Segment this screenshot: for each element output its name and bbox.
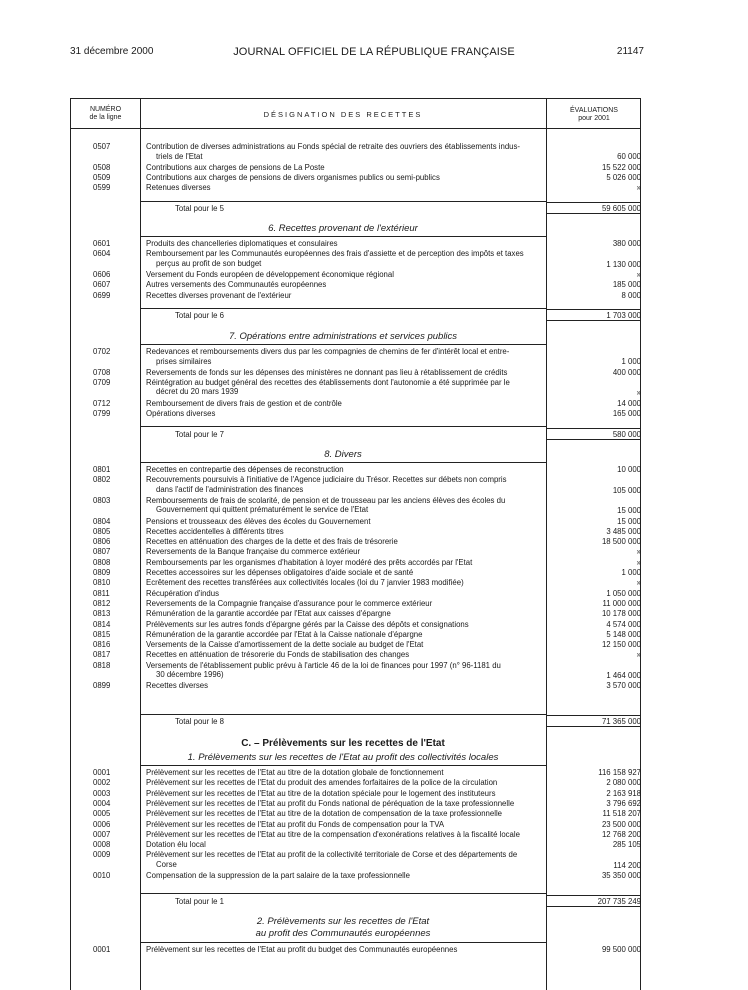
- line-number: 0606: [93, 269, 111, 279]
- line-evaluation: 18 500 000: [601, 537, 641, 547]
- section-title: 8. Divers: [324, 449, 362, 460]
- line-designation: [146, 630, 540, 640]
- section-rule: [140, 714, 546, 715]
- line-number: 0813: [93, 609, 111, 619]
- designation-text: Prélèvement sur les recettes de l'Etat au titre de la dotation spéciale pour le logement des instituteurs: [146, 788, 496, 798]
- designation-text-continued: Gouvernement qui quittent prématurément le service de l'Etat: [156, 505, 369, 515]
- line-number: 0702: [93, 347, 111, 356]
- total-value: 71 365 000: [601, 717, 641, 726]
- page-date: 31 décembre 2000: [70, 46, 154, 57]
- line-evaluation: 5 026 000: [606, 172, 641, 182]
- total-value: 207 735 249: [597, 897, 641, 906]
- line-evaluation: 15 522 000: [601, 162, 641, 172]
- designation-text-continued: Corse: [156, 859, 177, 869]
- line-designation: [146, 517, 540, 527]
- designation-text: Prélèvement sur les recettes de l'Etat au profit du budget des Communautés européennes: [146, 945, 458, 954]
- designation-text: Prélèvement sur les recettes de l'Etat au profit du Fonds de compensation pour la TVA: [146, 819, 445, 829]
- line-evaluation: »: [636, 183, 641, 193]
- line-designation: [146, 799, 540, 809]
- line-evaluation: 15 000: [617, 516, 641, 526]
- total-box: [546, 202, 640, 214]
- line-designation: [146, 239, 540, 249]
- line-evaluation: 116 158 927: [598, 768, 641, 777]
- section-rule: [140, 344, 546, 345]
- line-designation: [146, 589, 540, 599]
- line-number: 0008: [93, 840, 111, 850]
- line-designation: [146, 599, 540, 609]
- designation-text: Contributions aux charges de pensions de divers organismes publics ou semi-publics: [146, 172, 440, 182]
- designation-text: Opérations diverses: [146, 408, 216, 418]
- line-designation: [146, 378, 540, 397]
- line-number: 0003: [93, 788, 111, 798]
- section-title: C. – Prélèvements sur les recettes de l'Etat: [241, 738, 445, 749]
- section-rule: [140, 942, 546, 943]
- designation-text: Remboursement de divers frais de gestion et de contrôle: [146, 398, 342, 408]
- line-evaluation: 2 163 918: [606, 788, 641, 798]
- designation-text: Prélèvement sur les recettes de l'Etat au titre de la compensation d'exonérations relatives à la fiscalité locale: [146, 829, 520, 839]
- line-number: 0507: [93, 142, 111, 151]
- column-header-designation: DÉSIGNATION DES RECETTES: [263, 110, 423, 119]
- line-evaluation: 11 518 207: [602, 809, 641, 819]
- designation-text: Dotation élu local: [146, 840, 206, 850]
- line-evaluation: 5 148 000: [606, 629, 641, 639]
- designation-text: Recouvrements poursuivis à l'initiative de l'Agence judiciaire du Trésor. Recettes sur débets non compris: [146, 475, 507, 485]
- designation-text: Rémunération de la garantie accordée par l'Etat aux caisses d'épargne: [146, 609, 391, 619]
- line-number: 0799: [93, 408, 111, 418]
- line-designation: [146, 609, 540, 619]
- section-title: 1. Prélèvements sur les recettes de l'Etat au profit des collectivités locales: [187, 752, 499, 763]
- line-number: 0607: [93, 280, 111, 290]
- line-number: 0699: [93, 290, 111, 300]
- designation-text: Reversements de la Compagnie française d'assurance pour le commerce extérieur: [146, 598, 433, 608]
- line-designation: [146, 347, 540, 366]
- designation-text: Prélèvement sur les recettes de l'Etat au profit du Fonds national de péréquation de la taxe professionnelle: [146, 798, 515, 808]
- line-designation: [146, 650, 540, 660]
- line-designation: [146, 830, 540, 840]
- line-evaluation: 15 000: [617, 506, 641, 516]
- line-designation: [146, 537, 540, 547]
- designation-text: Prélèvement sur les recettes de l'Etat au titre de la dotation globale de fonctionnement: [146, 768, 444, 777]
- line-evaluation: 4 574 000: [606, 619, 641, 629]
- line-number: 0811: [93, 588, 110, 598]
- line-number: 0002: [93, 778, 111, 788]
- designation-text-continued: dans l'actif de l'administration des finances: [156, 484, 304, 494]
- designation-text: Pensions et trousseaux des élèves des écoles du Gouvernement: [146, 516, 371, 526]
- line-number: 0509: [93, 172, 111, 182]
- line-number: 0810: [93, 578, 111, 588]
- designation-text: Autres versements des Communautés européennes: [146, 280, 327, 290]
- designation-text: Recettes accidentelles à différents titres: [146, 526, 284, 536]
- designation-text: Produits des chancelleries diplomatiques et consulaires: [146, 239, 338, 248]
- column-header-eval-line1: ÉVALUATIONS: [570, 107, 618, 114]
- line-number: 0805: [93, 526, 111, 536]
- line-evaluation: »: [636, 269, 641, 279]
- total-value: 580 000: [612, 430, 641, 439]
- line-designation: [146, 871, 540, 881]
- column-header-eval-line2: pour 2001: [578, 115, 610, 122]
- column-header-number-line2: de la ligne: [89, 114, 122, 121]
- line-designation: [146, 661, 540, 680]
- total-value: 59 605 000: [601, 204, 641, 213]
- designation-text: Rémunération de la garantie accordée par l'Etat à la Caisse nationale d'épargne: [146, 629, 423, 639]
- total-box: [546, 309, 640, 321]
- section-title: 2. Prélèvements sur les recettes de l'Etat: [256, 916, 430, 927]
- designation-text: Retenues diverses: [146, 183, 211, 193]
- total-label: Total pour le 5: [175, 204, 224, 213]
- column-header-number-line1: NUMÉRO: [89, 106, 122, 113]
- line-designation: [146, 173, 540, 183]
- line-number: 0818: [93, 660, 111, 670]
- line-designation: [146, 475, 540, 494]
- line-number: 0004: [93, 798, 111, 808]
- line-number: 0802: [93, 475, 111, 485]
- line-evaluation: 12 768 200: [601, 829, 641, 839]
- line-evaluation: 11 000 000: [602, 598, 641, 608]
- designation-text-continued: perçus au profit de son budget: [156, 258, 262, 268]
- line-number: 0816: [93, 640, 111, 650]
- line-designation: [146, 778, 540, 788]
- line-number: 0604: [93, 249, 111, 259]
- designation-text: Recettes accessoires sur les dépenses obligatoires d'aide sociale et de santé: [146, 568, 414, 577]
- designation-text: Prélèvements sur les autres fonds d'épargne gérés par la Caisse des dépôts et consignations: [146, 619, 469, 629]
- line-designation: [146, 527, 540, 537]
- line-evaluation: 3 485 000: [606, 526, 641, 536]
- total-box: [546, 895, 640, 907]
- line-evaluation: 14 000: [617, 398, 641, 408]
- line-evaluation: 1 000: [621, 568, 641, 577]
- designation-text: Versements de l'établissement public prévu à l'article 46 de la loi de finances pour 1997 (n° 96-1181 du: [146, 660, 501, 670]
- designation-text: Redevances et remboursements divers dus par les compagnies de chemins de fer d'intérêt local et entre-: [146, 347, 510, 356]
- line-designation: [146, 820, 540, 830]
- designation-text: Remboursements par les organismes d'habitation à loyer modéré des prêts accordés par l'Etat: [146, 557, 473, 567]
- line-designation: [146, 558, 540, 568]
- designation-text: Recettes en atténuation de trésorerie du Fonds de stabilisation des changes: [146, 650, 410, 660]
- line-number: 0801: [93, 465, 111, 474]
- line-evaluation: »: [636, 578, 641, 588]
- journal-title: JOURNAL OFFICIEL DE LA RÉPUBLIQUE FRANÇAISE: [233, 46, 515, 58]
- designation-text: Prélèvement sur les recettes de l'Etat au titre de la dotation de compensation de la taxe professionnelle: [146, 809, 503, 819]
- line-number: 0001: [93, 768, 111, 777]
- line-number: 0006: [93, 819, 111, 829]
- designation-text: Recettes diverses: [146, 681, 208, 691]
- line-number: 0009: [93, 850, 111, 860]
- line-number: 0804: [93, 516, 111, 526]
- line-designation: [146, 496, 540, 515]
- section-rule: [140, 893, 546, 894]
- line-evaluation: »: [636, 388, 641, 398]
- line-evaluation: »: [636, 557, 641, 567]
- line-designation: [146, 681, 540, 691]
- line-evaluation: 10 178 000: [601, 609, 641, 619]
- line-evaluation: 165 000: [612, 408, 641, 418]
- total-label: Total pour le 6: [175, 311, 224, 320]
- designation-text-continued: triels de l'Etat: [156, 151, 203, 161]
- line-designation: [146, 270, 540, 280]
- section-title: au profit des Communautés européennes: [255, 928, 431, 939]
- line-evaluation: 35 350 000: [601, 871, 641, 880]
- line-designation: [146, 850, 540, 869]
- designation-text: Reversements de fonds sur les dépenses des ministères ne donnant pas lieu à rétablissement de crédits: [146, 367, 508, 377]
- designation-text: Prélèvement sur les recettes de l'Etat au profit de la collectivité territoriale de Corse et des départements de: [146, 850, 518, 860]
- line-designation: [146, 809, 540, 819]
- line-designation: [146, 768, 540, 778]
- line-number: 0708: [93, 367, 111, 377]
- line-designation: [146, 163, 540, 173]
- line-designation: [146, 399, 540, 409]
- line-designation: [146, 409, 540, 419]
- line-evaluation: 1 130 000: [606, 259, 641, 269]
- designation-text: Recettes diverses provenant de l'extérieur: [146, 290, 292, 300]
- line-number: 0808: [93, 557, 111, 567]
- total-box: [546, 715, 640, 727]
- line-evaluation: 185 000: [612, 280, 641, 290]
- line-designation: [146, 640, 540, 650]
- line-designation: [146, 945, 540, 955]
- designation-text: Ecrêtement des recettes transférées aux collectivités locales (loi du 7 janvier 1983 modifiée): [146, 578, 464, 588]
- line-evaluation: 1 464 000: [606, 670, 641, 680]
- designation-text: Réintégration au budget général des recettes des établissements dont l'autonomie a été supprimée par le: [146, 377, 510, 387]
- line-evaluation: 3 796 692: [606, 798, 641, 808]
- line-number: 0007: [93, 829, 111, 839]
- designation-text: Reversements de la Banque française du commerce extérieur: [146, 547, 361, 557]
- section-rule: [140, 236, 546, 237]
- line-designation: [146, 789, 540, 799]
- line-designation: [146, 465, 540, 475]
- line-evaluation: 60 000: [617, 152, 641, 162]
- section-rule: [140, 201, 546, 202]
- line-designation: [146, 142, 540, 161]
- line-designation: [146, 249, 540, 268]
- line-evaluation: »: [636, 650, 641, 660]
- line-number: 0709: [93, 377, 111, 387]
- total-label: Total pour le 8: [175, 717, 224, 726]
- line-designation: [146, 568, 540, 578]
- line-number: 0806: [93, 537, 111, 547]
- section-rule: [140, 765, 546, 766]
- total-label: Total pour le 7: [175, 430, 224, 439]
- designation-text-continued: 30 décembre 1996): [156, 670, 224, 680]
- line-number: 0807: [93, 547, 111, 557]
- line-evaluation: 105 000: [612, 485, 641, 495]
- line-number: 0809: [93, 568, 111, 577]
- section-title: 7. Opérations entre administrations et services publics: [228, 331, 458, 342]
- section-rule: [140, 462, 546, 463]
- line-number: 0815: [93, 629, 111, 639]
- line-evaluation: 10 000: [617, 465, 641, 474]
- line-number: 0712: [93, 398, 111, 408]
- line-designation: [146, 183, 540, 193]
- line-designation: [146, 620, 540, 630]
- designation-text: Contributions aux charges de pensions de La Poste: [146, 162, 325, 172]
- line-evaluation: 23 500 000: [601, 819, 641, 829]
- designation-text: Compensation de la suppression de la part salaire de la taxe professionnelle: [146, 871, 410, 880]
- section-rule: [140, 426, 546, 427]
- line-evaluation: 99 500 000: [601, 945, 641, 954]
- designation-text: Contribution de diverses administrations au Fonds spécial de retraite des ouvriers des établissements indus-: [146, 142, 521, 151]
- line-evaluation: 3 570 000: [606, 681, 641, 691]
- line-evaluation: 380 000: [612, 239, 641, 248]
- designation-text: Remboursement par les Communautés européennes des frais d'assiette et de perception des impôts et taxes: [146, 249, 524, 259]
- line-evaluation: 2 080 000: [606, 778, 641, 788]
- line-evaluation: 285 105: [612, 840, 641, 850]
- designation-text: Versements de la Caisse d'amortissement de la dette sociale au budget de l'Etat: [146, 640, 424, 650]
- line-evaluation: 114 200: [613, 860, 641, 870]
- line-designation: [146, 578, 540, 588]
- line-number: 0899: [93, 681, 111, 691]
- line-designation: [146, 291, 540, 301]
- line-evaluation: »: [636, 547, 641, 557]
- page-number: 21147: [616, 46, 644, 57]
- designation-text-continued: prises similaires: [156, 356, 212, 366]
- line-evaluation: 1 050 000: [606, 588, 641, 598]
- line-number: 0005: [93, 809, 111, 819]
- total-box: [546, 428, 640, 440]
- designation-text: Prélèvement sur les recettes de l'Etat du produit des amendes forfaitaires de la police de la circulation: [146, 778, 498, 788]
- line-evaluation: 12 150 000: [601, 640, 641, 650]
- designation-text: Remboursements de frais de scolarité, de pension et de trousseau par les anciens élèves des écoles du: [146, 495, 506, 505]
- designation-text: Recettes en atténuation des charges de la dette et des frais de trésorerie: [146, 537, 398, 547]
- designation-text: Versement du Fonds européen de développement économique régional: [146, 269, 394, 279]
- line-number: 0010: [93, 871, 111, 880]
- section-rule: [140, 308, 546, 309]
- section-title: 6. Recettes provenant de l'extérieur: [268, 223, 418, 234]
- line-number: 0817: [93, 650, 111, 660]
- designation-text: Récupération d'indus: [146, 588, 220, 598]
- line-designation: [146, 547, 540, 557]
- line-number: 0812: [93, 598, 111, 608]
- line-number: 0508: [93, 162, 111, 172]
- total-label: Total pour le 1: [175, 897, 224, 906]
- designation-text-continued: décret du 20 mars 1939: [156, 387, 239, 397]
- line-number: 0601: [93, 239, 111, 248]
- line-designation: [146, 840, 540, 850]
- line-number: 0001: [93, 945, 111, 954]
- line-number: 0814: [93, 619, 111, 629]
- line-evaluation: 400 000: [612, 367, 641, 377]
- line-designation: [146, 280, 540, 290]
- line-number: 0803: [93, 495, 111, 505]
- total-value: 1 703 000: [606, 311, 641, 320]
- designation-text: Recettes en contrepartie des dépenses de reconstruction: [146, 465, 344, 474]
- line-evaluation: 1 000: [621, 357, 641, 367]
- line-designation: [146, 368, 540, 378]
- line-evaluation: 8 000: [621, 290, 641, 300]
- line-number: 0599: [93, 183, 111, 193]
